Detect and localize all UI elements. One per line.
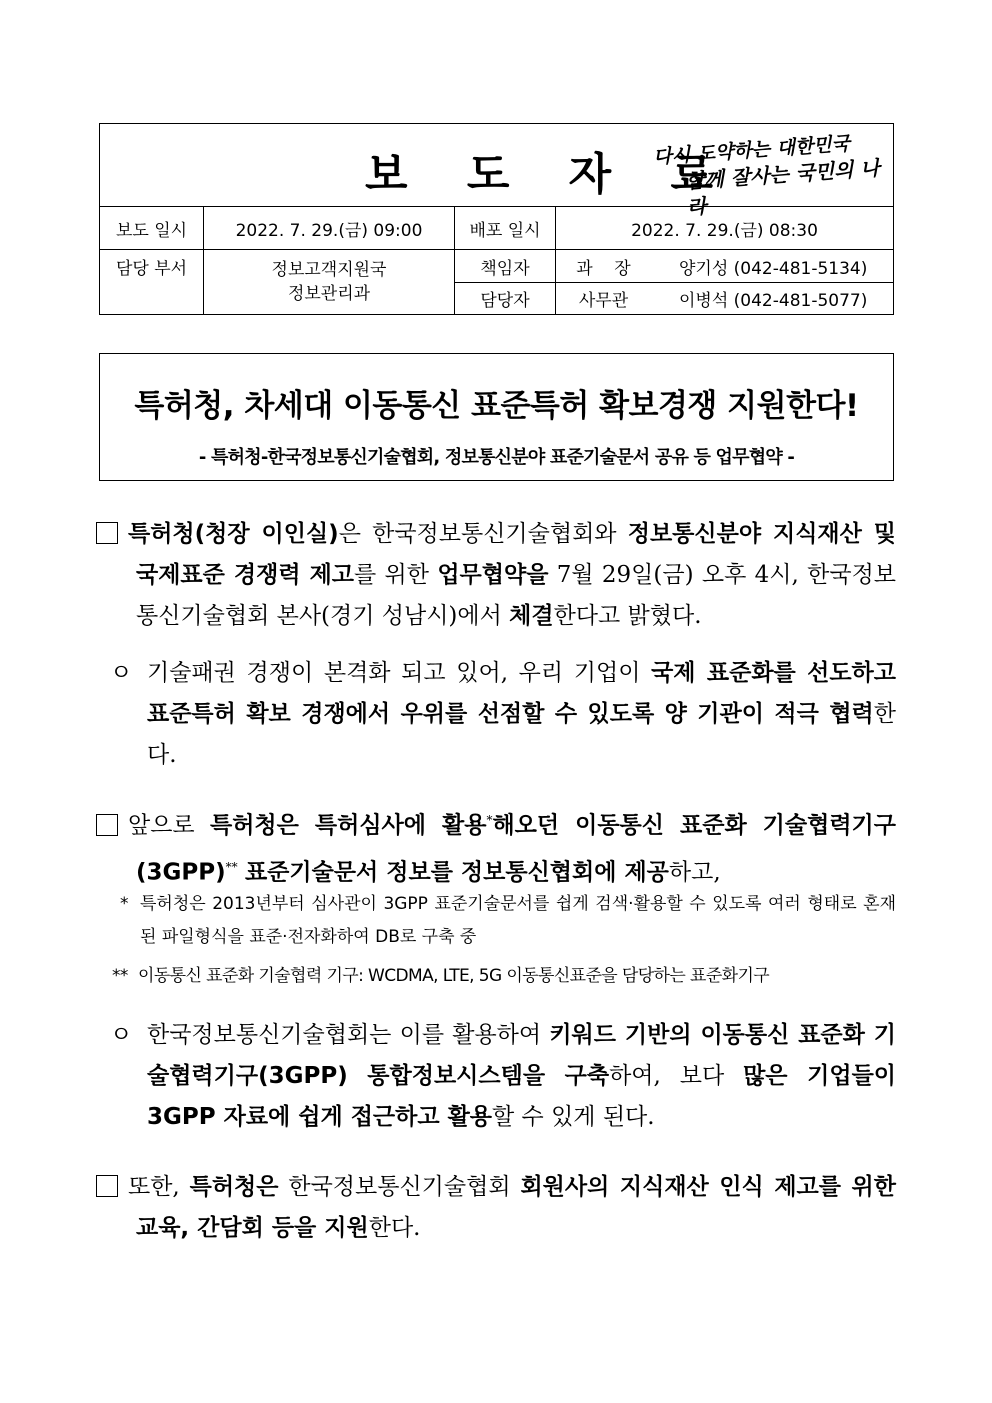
p2-emph-b: 국제 표준화를 선도하고 표준특허 확보 경쟁에서 우위를 선점할 수 있도록 양 기관이 적극 협력 xyxy=(147,660,896,727)
square-bullet-icon xyxy=(96,814,118,836)
p4-text-a: 한국정보통신기술협회는 이를 활용하여 xyxy=(147,1022,550,1048)
p3-text-a: 앞으로 xyxy=(128,812,210,839)
footnote-1 xyxy=(120,888,896,954)
footnote-2-mark: ** xyxy=(112,966,128,986)
footnote-2-text: 이동통신 표준화 기술협력 기구: WCDMA, LTE, 5G 이동통신표준을 담당하는 표준화기구 xyxy=(138,966,770,986)
p4-text-e: 할 수 있게 된다. xyxy=(492,1104,655,1130)
p1-text-d: 를 위한 xyxy=(354,562,438,588)
subheadline: - 특허청-한국정보통신기술협회, 정보통신분야 표준기술문서 공유 등 업무협약 - xyxy=(198,447,795,468)
paragraph-5 xyxy=(96,1167,896,1249)
p4-text-c: 하여, 보다 xyxy=(609,1063,744,1089)
p2-text-a: 기술패권 경쟁이 본격화 되고 있어, 우리 기업이 xyxy=(147,660,652,686)
slogan-line-2: 함께 잘사는 국민의 나라 xyxy=(684,155,881,220)
p3-emph-e: 표준기술문서 정보를 정보통신협회에 제공 xyxy=(244,859,669,886)
dept-label: 담당 부서 xyxy=(100,250,204,315)
circle-bullet-icon: ㅇ xyxy=(110,660,133,686)
p1-emph-a: 특허청(청장 이인실) xyxy=(128,521,339,547)
footnote-1-mark: * xyxy=(120,894,129,914)
p3-text-f: 하고, xyxy=(668,859,721,886)
p1-text-h: 한다고 밝혔다. xyxy=(553,603,702,629)
p3-text-d xyxy=(238,859,245,885)
p3-emph-b: 특허청은 특허심사에 활용 xyxy=(209,812,487,839)
footnote-2 xyxy=(112,960,896,993)
p5-text-c: 한국정보통신기술협회 xyxy=(278,1174,521,1200)
responsible-label: 책임자 xyxy=(455,250,556,283)
staff-label: 담당자 xyxy=(455,283,556,315)
p5-text-a: 또한, xyxy=(128,1174,190,1200)
report-date-label: 보도 일시 xyxy=(100,207,204,250)
staff-title: 사무관 xyxy=(556,283,652,315)
p5-text-e: 한다. xyxy=(368,1215,421,1241)
dept-line-2: 정보관리과 xyxy=(287,284,371,304)
p1-text-f: 7월 29일(금) 오후 4시, 한국정보통신기술협회 본사(경기 성남시)에서 xyxy=(136,562,897,629)
circle-bullet-icon: ㅇ xyxy=(110,1022,133,1048)
responsible-title: 과 장 xyxy=(556,250,652,283)
headline-box xyxy=(99,353,894,481)
paragraph-1 xyxy=(96,514,896,637)
dept-name xyxy=(204,250,455,315)
paragraph-4 xyxy=(110,1015,896,1138)
dist-date: 2022. 7. 29.(금) 08:30 xyxy=(556,207,894,250)
p5-emph-b: 특허청은 xyxy=(189,1174,279,1200)
p1-emph-g: 체결 xyxy=(509,603,554,629)
responsible-name: 양기성 (042-481-5134) xyxy=(651,250,894,283)
staff-name: 이병석 (042-481-5077) xyxy=(651,283,894,315)
title-cell xyxy=(100,124,894,220)
government-slogan xyxy=(653,128,896,222)
footnote-mark-1: * xyxy=(486,813,493,827)
p3-emph-c: 해오던 이동통신 표준화 기술협력기구(3GPP) xyxy=(136,812,896,886)
p1-emph-c: 정보통신분야 지식재산 및 국제표준 경쟁력 제고 xyxy=(136,521,896,588)
p2-text-c: 한다. xyxy=(147,701,896,768)
paragraph-2 xyxy=(110,653,896,776)
press-header-table xyxy=(99,123,894,315)
paragraph-3 xyxy=(96,800,896,893)
footnote-1-text: 특허청은 2013년부터 심사관이 3GPP 표준기술문서를 쉽게 검색·활용할 수 있도록 여러 형태로 혼재된 파일형식을 표준·전자화하여 DB로 구축 중 xyxy=(140,894,896,947)
press-release-title: 보 도 자 료 xyxy=(365,149,735,200)
dept-line-1: 정보고객지원국 xyxy=(271,260,387,280)
report-date: 2022. 7. 29.(금) 09:00 xyxy=(204,207,455,250)
slogan-line-1: 다시 도약하는 대한민국 xyxy=(652,132,851,169)
p4-emph-d: 많은 기업들이 3GPP 자료에 쉽게 접근하고 활용 xyxy=(147,1063,896,1130)
square-bullet-icon xyxy=(96,522,118,544)
p1-emph-e: 업무협약을 xyxy=(437,562,549,588)
dist-date-label: 배포 일시 xyxy=(455,207,556,250)
p4-emph-b: 키워드 기반의 이동통신 표준화 기술협력기구(3GPP) 통합정보시스템을 구축 xyxy=(147,1022,896,1089)
square-bullet-icon xyxy=(96,1175,118,1197)
p1-text-b: 은 한국정보통신기술협회와 xyxy=(338,521,628,547)
headline: 특허청, 차세대 이동통신 표준특허 확보경쟁 지원한다! xyxy=(134,388,859,424)
p5-emph-d: 회원사의 지식재산 인식 제고를 위한 교육, 간담회 등을 지원 xyxy=(136,1174,896,1241)
footnote-mark-2: ** xyxy=(225,859,238,874)
